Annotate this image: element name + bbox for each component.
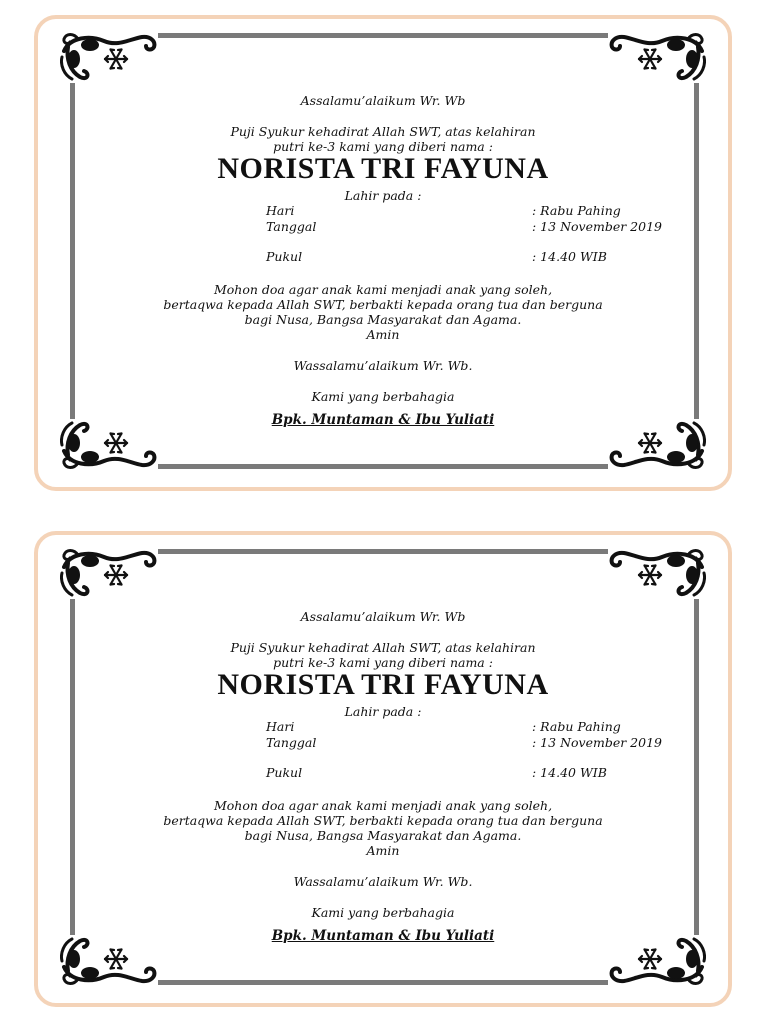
baby-name: NORISTA TRI FAYUNA — [217, 668, 549, 701]
time-row — [38, 249, 728, 264]
floral-corner-ornament-icon — [60, 29, 158, 83]
born-label: Lahir pada : — [344, 188, 422, 203]
day-row — [38, 719, 728, 734]
date-label: Tanggal — [266, 735, 317, 750]
announcement-card-2 — [34, 531, 732, 1007]
intro-line-1: Puji Syukur kehadirat Allah SWT, atas kelahiran — [230, 124, 536, 139]
date-row — [38, 219, 728, 234]
floral-corner-ornament-icon — [608, 29, 706, 83]
greeting: Assalamu’alaikum Wr. Wb — [300, 609, 466, 624]
time-label: Pukul — [266, 249, 303, 264]
happy-line: Kami yang berbahagia — [311, 905, 455, 920]
prayer-line-2: bertaqwa kepada Allah SWT, berbakti kepada orang tua dan berguna — [163, 813, 603, 828]
date-label: Tanggal — [266, 219, 317, 234]
prayer-line-2: bertaqwa kepada Allah SWT, berbakti kepada orang tua dan berguna — [163, 297, 603, 312]
prayer-line-3: bagi Nusa, Bangsa Masyarakat dan Agama. — [244, 828, 522, 843]
day-label: Hari — [266, 719, 295, 734]
amin: Amin — [366, 327, 400, 342]
intro-line-2: putri ke-3 kami yang diberi nama : — [273, 655, 493, 670]
closing: Wassalamu’alaikum Wr. Wb. — [293, 358, 473, 373]
happy-line: Kami yang berbahagia — [311, 389, 455, 404]
date-value: : 13 November 2019 — [532, 735, 662, 750]
day-value: : Rabu Pahing — [532, 719, 621, 734]
amin: Amin — [366, 843, 400, 858]
prayer-line-3: bagi Nusa, Bangsa Masyarakat dan Agama. — [244, 312, 522, 327]
date-row — [38, 735, 728, 750]
time-label: Pukul — [266, 765, 303, 780]
greeting: Assalamu’alaikum Wr. Wb — [300, 93, 466, 108]
date-value: : 13 November 2019 — [532, 219, 662, 234]
day-row — [38, 203, 728, 218]
time-value: : 14.40 WIB — [532, 765, 607, 780]
floral-corner-ornament-icon — [608, 545, 706, 599]
prayer-line-1: Mohon doa agar anak kami menjadi anak yang soleh, — [213, 798, 553, 813]
signature: Bpk. Muntaman & Ibu Yuliati — [271, 412, 495, 428]
day-value: : Rabu Pahing — [532, 203, 621, 218]
signature: Bpk. Muntaman & Ibu Yuliati — [271, 928, 495, 944]
time-row — [38, 765, 728, 780]
closing: Wassalamu’alaikum Wr. Wb. — [293, 874, 473, 889]
born-label: Lahir pada : — [344, 704, 422, 719]
announcement-card-1 — [34, 15, 732, 491]
intro-line-1: Puji Syukur kehadirat Allah SWT, atas kelahiran — [230, 640, 536, 655]
day-label: Hari — [266, 203, 295, 218]
prayer-line-1: Mohon doa agar anak kami menjadi anak yang soleh, — [213, 282, 553, 297]
intro-line-2: putri ke-3 kami yang diberi nama : — [273, 139, 493, 154]
floral-corner-ornament-icon — [60, 545, 158, 599]
time-value: : 14.40 WIB — [532, 249, 607, 264]
baby-name: NORISTA TRI FAYUNA — [217, 152, 549, 185]
